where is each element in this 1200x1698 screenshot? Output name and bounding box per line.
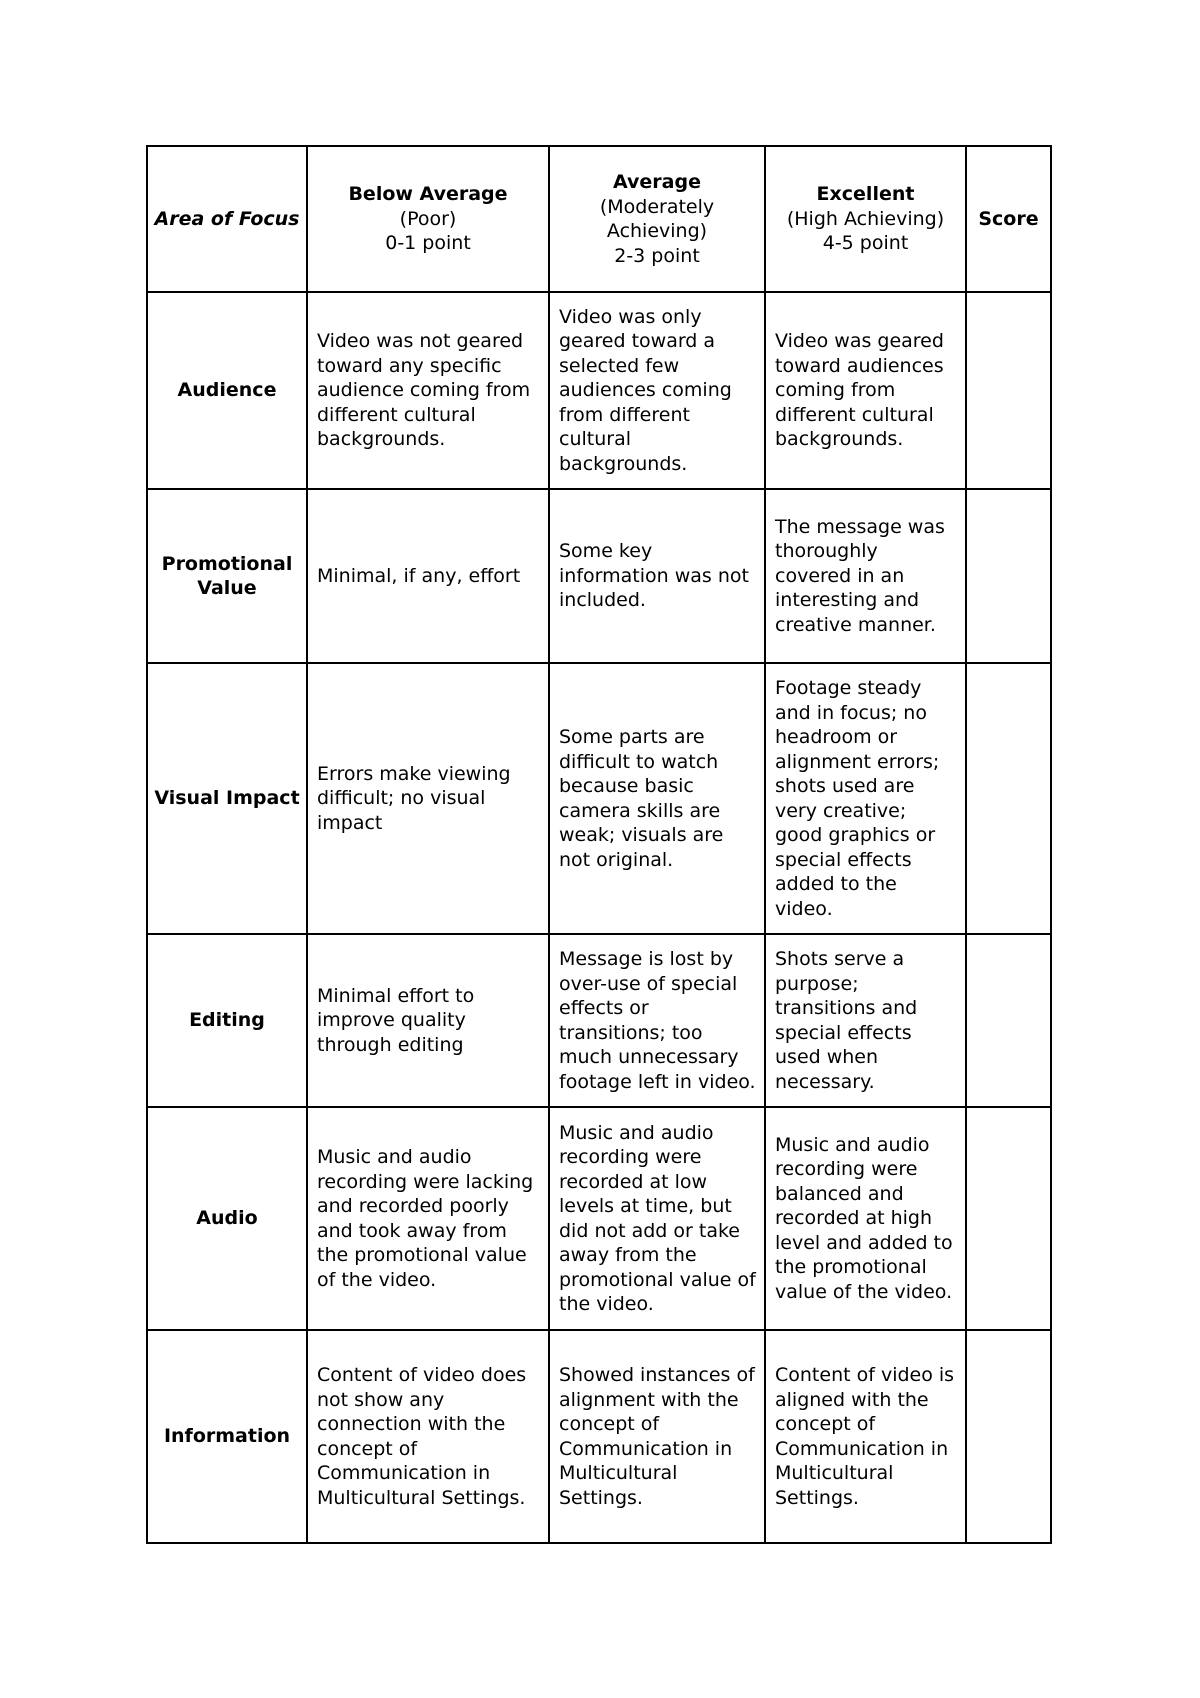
header-area-label: Area of Focus xyxy=(154,207,300,230)
excellent-cell: Footage steady and in focus; no headroom or alignment errors; shots used are very creative; good graphics or special effects added to the video. xyxy=(765,663,966,934)
excellent-cell: Video was geared toward audiences coming from different cultural backgrounds. xyxy=(765,292,966,489)
below-average-cell: Errors make viewing difficult; no visual impact xyxy=(307,663,549,934)
average-cell: Showed instances of alignment with the concept of Communication in Multicultural Settings. xyxy=(549,1330,765,1543)
excellent-cell: Music and audio recording were balanced and recorded at high level and added to the promotional value of the video. xyxy=(765,1107,966,1330)
area-of-focus-cell: Audio xyxy=(147,1107,307,1330)
table-row xyxy=(147,934,1051,1107)
average-cell: Some key information was not included. xyxy=(549,489,765,663)
header-score xyxy=(966,146,1051,292)
header-row xyxy=(147,146,1051,292)
area-of-focus-cell: Visual Impact xyxy=(147,663,307,934)
header-below-average xyxy=(307,146,549,292)
score-cell[interactable] xyxy=(966,489,1051,663)
below-average-cell: Video was not geared toward any specific audience coming from different cultural backgrounds. xyxy=(307,292,549,489)
excellent-cell: Content of video is aligned with the concept of Communication in Multicultural Settings. xyxy=(765,1330,966,1543)
header-excellent-points: 4-5 point xyxy=(822,232,909,255)
table-row xyxy=(147,489,1051,663)
area-of-focus-cell: Audience xyxy=(147,292,307,489)
table-row xyxy=(147,1107,1051,1330)
area-of-focus-cell: Promotional Value xyxy=(147,489,307,663)
average-cell: Video was only geared toward a selected few audiences coming from different cultural backgrounds. xyxy=(549,292,765,489)
header-average-points: 2-3 point xyxy=(614,244,700,267)
score-cell[interactable] xyxy=(966,934,1051,1107)
table-row xyxy=(147,663,1051,934)
score-cell[interactable] xyxy=(966,1107,1051,1330)
table-row xyxy=(147,1330,1051,1543)
area-of-focus-cell: Editing xyxy=(147,934,307,1107)
average-cell: Some parts are difficult to watch because basic camera skills are weak; visuals are not original. xyxy=(549,663,765,934)
header-excellent-title: Excellent xyxy=(816,183,915,206)
score-cell[interactable] xyxy=(966,1330,1051,1543)
excellent-cell: The message was thoroughly covered in an interesting and creative manner. xyxy=(765,489,966,663)
excellent-cell: Shots serve a purpose; transitions and special effects used when necessary. xyxy=(765,934,966,1107)
table-row xyxy=(147,292,1051,489)
average-cell: Music and audio recording were recorded at low levels at time, but did not add or take away from the promotional value of the video. xyxy=(549,1107,765,1330)
header-below-sub: (Poor) xyxy=(399,207,457,230)
score-cell[interactable] xyxy=(966,292,1051,489)
header-excellent xyxy=(765,146,966,292)
header-below-points: 0-1 point xyxy=(385,232,471,255)
average-cell: Message is lost by over-use of special effects or transitions; too much unnecessary footage left in video. xyxy=(549,934,765,1107)
rubric-table xyxy=(146,145,1052,1544)
header-average-sub: (Moderately Achieving) xyxy=(599,195,715,242)
header-average xyxy=(549,146,765,292)
header-below-title: Below Average xyxy=(348,183,508,206)
area-of-focus-cell: Information xyxy=(147,1330,307,1543)
header-score-label: Score xyxy=(978,207,1039,230)
header-excellent-sub: (High Achieving) xyxy=(786,207,945,230)
below-average-cell: Content of video does not show any connection with the concept of Communication in Multicultural Settings. xyxy=(307,1330,549,1543)
below-average-cell: Minimal effort to improve quality through editing xyxy=(307,934,549,1107)
below-average-cell: Music and audio recording were lacking and recorded poorly and took away from the promotional value of the video. xyxy=(307,1107,549,1330)
below-average-cell: Minimal, if any, effort xyxy=(307,489,549,663)
score-cell[interactable] xyxy=(966,663,1051,934)
header-average-title: Average xyxy=(613,171,701,193)
header-area-of-focus xyxy=(147,146,307,292)
